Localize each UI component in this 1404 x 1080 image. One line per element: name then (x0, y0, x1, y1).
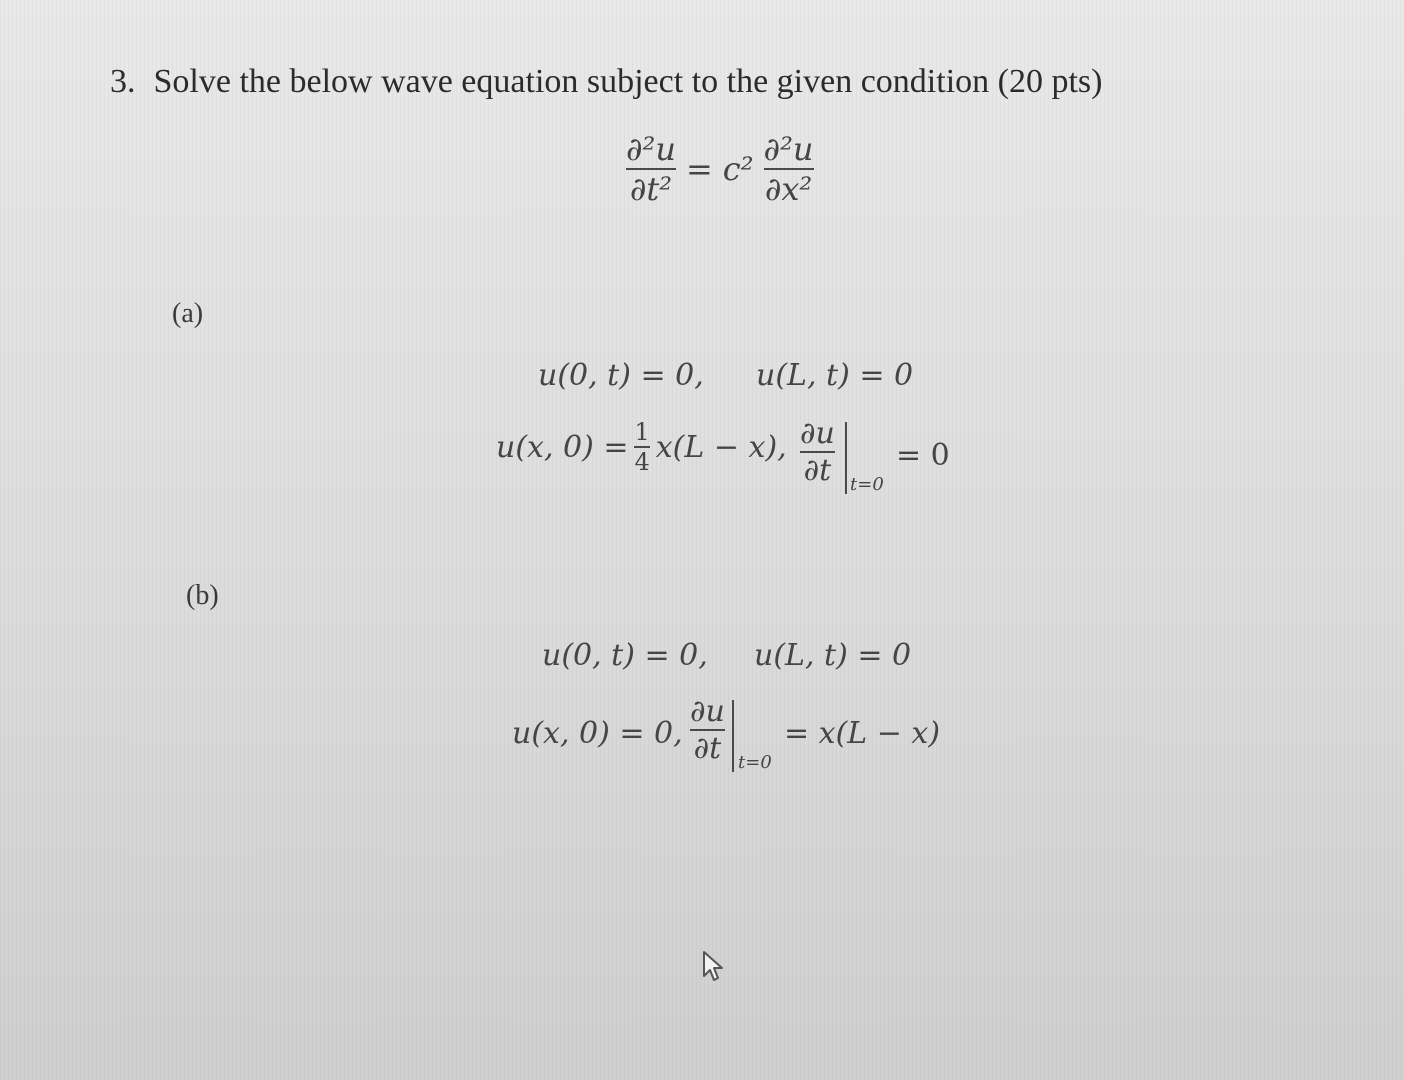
part-a-eval-subscript: t=0 (850, 474, 884, 495)
part-a-ic2-rhs: = 0 (896, 438, 950, 473)
part-a-label: (a) (172, 298, 204, 329)
part-a-bc2: u(L, t) = 0 (756, 358, 914, 393)
problem-heading (110, 58, 1102, 106)
one-quarter-fraction (634, 418, 649, 476)
part-a-ic1-rhs: x(L − x), (655, 429, 787, 465)
part-b-bc2: u(L, t) = 0 (754, 638, 912, 673)
part-a-bc1: u(0, t) = 0, (538, 358, 704, 393)
part-b-bc1: u(0, t) = 0, (542, 638, 708, 673)
fraction-numerator: 1 (634, 418, 650, 446)
derivative-denominator: ∂t (803, 453, 832, 488)
part-b-label: (b) (186, 580, 219, 611)
lhs-denominator: ∂t² (629, 170, 673, 208)
part-b-eval-subscript: t=0 (738, 752, 772, 773)
part-b-ic2 (690, 694, 725, 766)
part-b-ic2-rhs: = x(L − x) (784, 716, 941, 751)
fraction-denominator: 4 (634, 448, 650, 476)
part-b-derivative (690, 694, 725, 766)
part-a-ic1 (496, 418, 787, 476)
part-b-ic1: u(x, 0) = 0, (512, 716, 683, 751)
evaluation-bar (732, 700, 734, 772)
lhs-numerator: ∂²u (626, 130, 676, 168)
equals-sign: = (685, 150, 713, 188)
problem-number: 3. (110, 63, 136, 100)
derivative-numerator: ∂u (690, 694, 725, 729)
problem-text: Solve the below wave equation subject to the given condition (20 pts) (153, 63, 1103, 100)
lhs-fraction (626, 130, 676, 208)
rhs-denominator: ∂x² (764, 170, 813, 208)
derivative-numerator: ∂u (800, 416, 835, 451)
wave-speed-coefficient: c² (722, 150, 754, 188)
part-a-derivative (800, 416, 835, 488)
rhs-numerator: ∂²u (763, 130, 814, 168)
evaluation-bar (845, 422, 847, 494)
derivative-denominator: ∂t (693, 731, 722, 766)
wave-equation (626, 130, 814, 208)
mouse-pointer-icon (702, 950, 728, 989)
part-a-ic2 (800, 416, 835, 488)
rhs-fraction (764, 130, 814, 208)
part-a-ic1-lhs: u(x, 0) = (496, 429, 629, 465)
